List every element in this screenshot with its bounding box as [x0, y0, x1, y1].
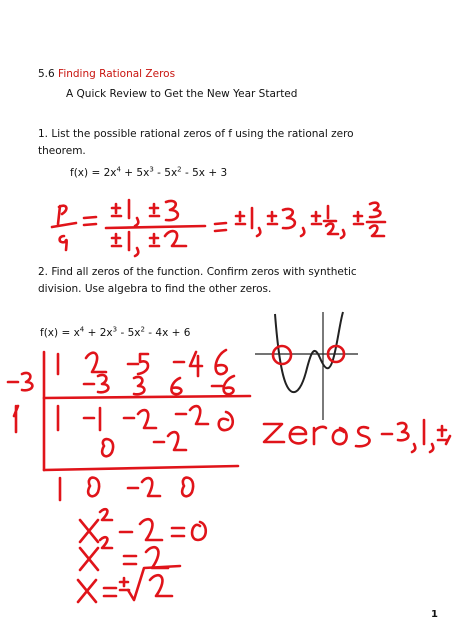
ink-p-over-q: [52, 206, 96, 250]
ink-zero-circle-right: [328, 346, 344, 362]
fn1-part4: - 5x + 3: [181, 167, 228, 179]
page-number: 1: [431, 609, 438, 620]
ink-algebra: [78, 509, 206, 602]
fn2-exp4: 4: [79, 325, 85, 334]
ink-rational-zero-list: [236, 203, 385, 238]
fn2-part2: + 2x: [84, 327, 113, 339]
fn1-exp2: 2: [177, 165, 182, 174]
ink-fraction-bar: [106, 226, 205, 228]
ink-zero-circle-left: [273, 346, 291, 364]
fn1-exp4: 4: [116, 165, 121, 174]
problem2-line1: 2. Find all zeros of the function. Confirm zeros with synthetic: [38, 266, 357, 278]
problem1-line2: theorem.: [38, 145, 86, 157]
problem1-line1: 1. List the possible rational zeros of f using the rational zero: [38, 128, 354, 140]
fn2-part4: - 4x + 6: [144, 327, 191, 339]
fn2-part: f(x) = x: [40, 327, 80, 339]
ink-zeros-answer: [264, 420, 450, 452]
fn2-exp3: 3: [112, 325, 118, 334]
fn1-part: f(x) = 2x: [70, 167, 117, 179]
problem2-line2: division. Use algebra to find the other zeros.: [38, 283, 272, 295]
fn1-exp3: 3: [149, 165, 154, 174]
fn1-part3: - 5x: [153, 167, 178, 179]
subtitle: A Quick Review to Get the New Year Started: [66, 88, 298, 100]
fn2-exp2: 2: [140, 325, 145, 334]
ink-numerator: [112, 200, 178, 226]
ink-synthetic-division: [8, 350, 250, 500]
section-title: Finding Rational Zeros: [58, 68, 176, 80]
fn2-part3: - 5x: [117, 327, 141, 339]
ink-denominator: [112, 231, 186, 256]
section-number: 5.6: [38, 68, 55, 80]
fn1-part2: + 5x: [120, 167, 150, 179]
